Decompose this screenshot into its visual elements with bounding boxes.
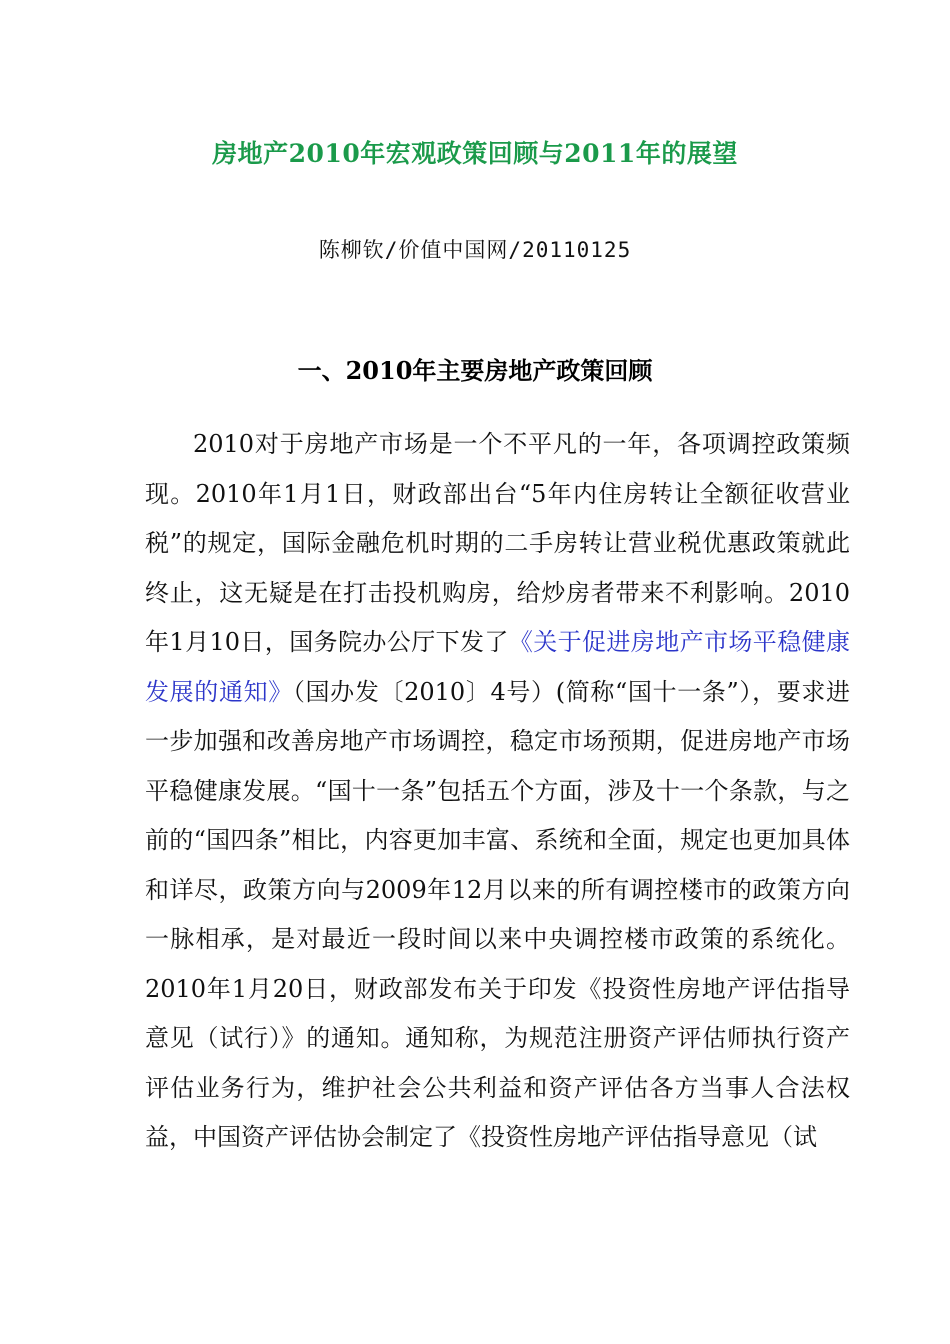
author-byline: 陈柳钦/价值中国网/20110125 — [318, 238, 632, 262]
document-title: 房地产2010年宏观政策回顾与2011年的展望 — [212, 139, 738, 168]
paragraph-text-part1: 2010对于房地产市场是一个不平凡的一年，各项调控政策频现。2010年1月1日，财政部出台“5年内住房转让全额征收营业税”的规定，国际金融危机时期的二手房转让营业税优惠政策就此终止，这无疑是在打击投机购房，给炒房者带来不利影响。2010年1月10日，国务院办公厅下发了 — [145, 430, 850, 656]
section-heading: 一、2010年主要房地产政策回顾 — [297, 356, 653, 385]
paragraph-text-part2: （国办发〔2010〕4号）(简称“国十一条”），要求进一步加强和改善房地产市场调控，稳定市场预期，促进房地产市场平稳健康发展。“国十一条”包括五个方面，涉及十一个条款，与之前的“国四条”相比，内容更加丰富、系统和全面，规定也更加具体和详尽，政策方向与2009年12月以来的所有调控楼市的政策方向一脉相承，是对最近一段时间以来中央调控楼市政策的系统化。2010年1月20日，财政部发布关于印发《投资性房地产评估指导意见（试行）》的通知。通知称，为规范注册资产评估师执行资产评估业务行为，维护社会公共利益和资产评估各方当事人合法权益，中国资产评估协会制定了《投资性房地产评估指导意见（试 — [145, 677, 851, 1151]
policy-notice-link[interactable]: 《关于促进房地产市场平稳健康发展的通知》 — [145, 628, 851, 706]
body-paragraph — [145, 420, 850, 1163]
